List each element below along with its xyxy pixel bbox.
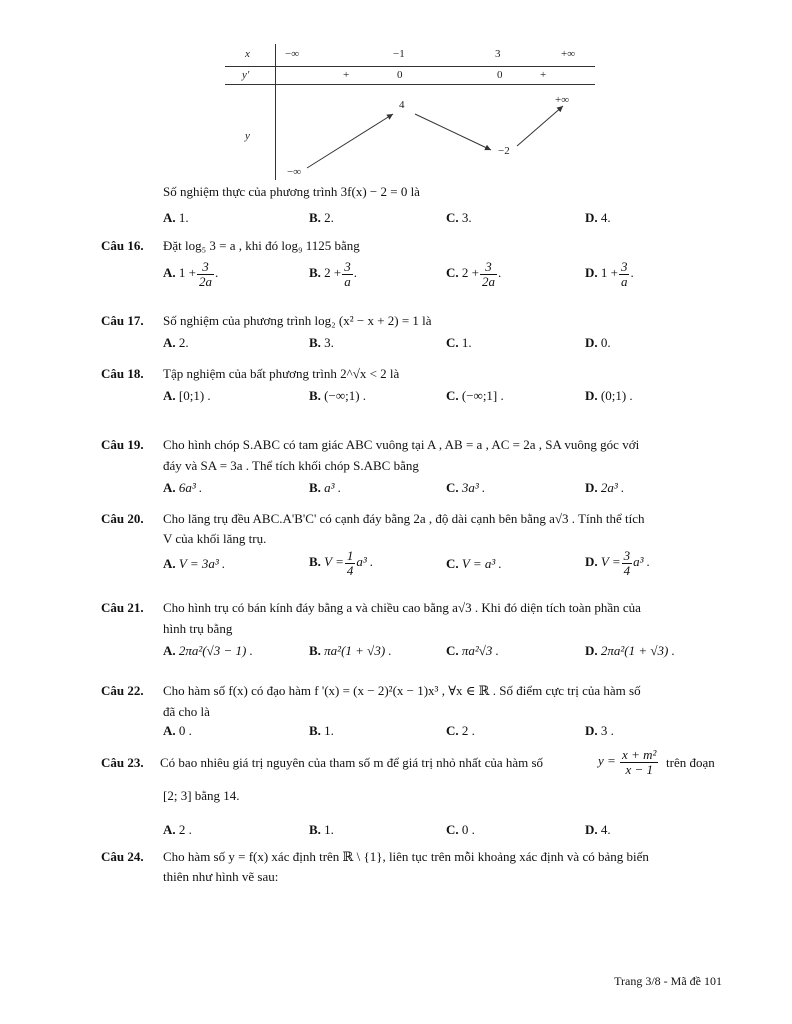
option-d[interactable]: D. 2πa²(1 + √3) .	[585, 643, 675, 658]
question-number: Câu 16.	[101, 238, 144, 253]
x-value: −∞	[285, 48, 300, 60]
yp-label: y'	[242, 69, 250, 81]
option-c[interactable]: C. 3.	[446, 210, 472, 225]
increase-arrow	[517, 106, 563, 146]
option-c[interactable]: C. πa²√3 .	[446, 643, 499, 658]
option-b[interactable]: B. 2.	[309, 210, 334, 225]
option-b[interactable]: B. πa²(1 + √3) .	[309, 643, 392, 658]
question-stem: Cho lăng trụ đều ABC.A'B'C' có cạnh đáy bằng 2a , độ dài cạnh bên bằng a√3 . Tính thể tích	[163, 511, 645, 526]
function-expression: y = $\frac{\text{x + m²}}{x - 1}$	[598, 747, 657, 777]
variation-table	[225, 44, 595, 186]
option-a[interactable]: A. 2 .	[163, 822, 192, 837]
option-d[interactable]: D. 2a³ .	[585, 480, 625, 495]
question-stem: Cho hàm số y = f(x) xác định trên ℝ \ {1}, liên tục trên mỗi khoảng xác định và có bảng biến	[163, 849, 649, 864]
question-stem: Số nghiệm thực của phương trình 3f(x) − 2 = 0 là	[163, 184, 420, 199]
yp-sign: +	[540, 69, 547, 81]
question-stem: đáy và SA = 3a . Thể tích khối chóp S.ABC bằng	[163, 458, 419, 473]
option-a[interactable]: A. 0 .	[163, 723, 192, 738]
option-a[interactable]: A. 2.	[163, 335, 189, 350]
option-c[interactable]: C. 2 + $\frac{3}{2a}$ .	[446, 259, 502, 289]
page-footer: Trang 3/8 - Mã đề 101	[614, 974, 722, 988]
option-c[interactable]: C. 3a³ .	[446, 480, 486, 495]
y-label: y	[245, 130, 250, 142]
question-stem: đã cho là	[163, 704, 210, 719]
option-c[interactable]: C. 0 .	[446, 822, 475, 837]
option-d[interactable]: D. 1 + $\frac{3}{a}$ .	[585, 259, 634, 289]
option-c[interactable]: C. 2 .	[446, 723, 475, 738]
question-number: Câu 18.	[101, 366, 144, 381]
question-stem: thiên như hình vẽ sau:	[163, 869, 279, 884]
option-c[interactable]: C. (−∞;1] .	[446, 388, 504, 403]
option-a[interactable]: A. 6a³ .	[163, 480, 203, 495]
option-b[interactable]: B. (−∞;1) .	[309, 388, 367, 403]
question-number: Câu 24.	[101, 849, 144, 864]
question-stem: Cho hình trụ có bán kính đáy bằng a và chiều cao bằng a√3 . Khi đó diện tích toàn phần của	[163, 600, 641, 615]
yp-value: 0	[497, 69, 503, 81]
y-value: +∞	[555, 94, 570, 106]
question-stem: V của khối lăng trụ.	[163, 531, 267, 546]
option-c[interactable]: C. 1.	[446, 335, 472, 350]
y-value: 4	[399, 99, 405, 111]
question-stem: hình trụ bằng	[163, 621, 233, 636]
question-number: Câu 19.	[101, 437, 144, 452]
option-b[interactable]: B. 3.	[309, 335, 334, 350]
variation-arrows	[225, 44, 595, 186]
y-value: −∞	[287, 166, 302, 178]
option-a[interactable]: A. V = 3a³ .	[163, 556, 226, 571]
increase-arrow	[307, 114, 393, 168]
question-stem: Số nghiệm của phương trình log₂ (x² − x + 2) = 1 là	[163, 313, 432, 328]
option-b[interactable]: B. 2 + $\frac{3}{a}$ .	[309, 259, 358, 289]
question-number: Câu 20.	[101, 511, 144, 526]
question-number: Câu 21.	[101, 600, 144, 615]
option-d[interactable]: D. 4.	[585, 822, 611, 837]
question-number: Câu 22.	[101, 683, 144, 698]
option-a[interactable]: A. 2πa²(√3 − 1) .	[163, 643, 253, 658]
option-b[interactable]: B. 1.	[309, 822, 334, 837]
question-stem: trên đoạn	[666, 755, 715, 770]
option-a[interactable]: A. 1.	[163, 210, 189, 225]
option-d[interactable]: D. 0.	[585, 335, 611, 350]
x-value: 3	[495, 48, 501, 60]
option-d[interactable]: D. (0;1) .	[585, 388, 633, 403]
yp-value: 0	[397, 69, 403, 81]
option-d[interactable]: D. 3 .	[585, 723, 614, 738]
question-number: Câu 17.	[101, 313, 144, 328]
option-c[interactable]: C. V = a³ .	[446, 556, 502, 571]
y-value: −2	[498, 145, 510, 157]
option-a[interactable]: A. [0;1) .	[163, 388, 211, 403]
question-stem: Cho hình chóp S.ABC có tam giác ABC vuông tại A , AB = a , AC = 2a , SA vuông góc với	[163, 437, 640, 452]
option-d[interactable]: D. V = $\frac{3}{4}$ a³ .	[585, 548, 651, 578]
x-value: −1	[393, 48, 405, 60]
x-value: +∞	[561, 48, 576, 60]
option-b[interactable]: B. V = $\frac{1}{4}$ a³ .	[309, 548, 374, 578]
yp-sign: +	[343, 69, 350, 81]
option-b[interactable]: B. 1.	[309, 723, 334, 738]
option-b[interactable]: B. a³ .	[309, 480, 342, 495]
option-d[interactable]: D. 4.	[585, 210, 611, 225]
option-a[interactable]: A. 1 + $\frac{3}{2a}$ .	[163, 259, 219, 289]
decrease-arrow	[415, 114, 491, 150]
question-number: Câu 23.	[101, 755, 144, 770]
question-stem: Có bao nhiêu giá trị nguyên của tham số m để giá trị nhỏ nhất của hàm số	[160, 755, 544, 770]
question-stem: [2; 3] bằng 14.	[163, 788, 240, 803]
question-stem: Tập nghiệm của bất phương trình 2^√x < 2 là	[163, 366, 400, 381]
question-stem: Đặt log₅ 3 = a , khi đó log₉ 1125 bằng	[163, 238, 360, 253]
x-label: x	[245, 48, 250, 60]
question-stem: Cho hàm số f(x) có đạo hàm f '(x) = (x − 2)²(x − 1)x³ , ∀x ∈ ℝ . Số điểm cực trị của hàm số	[163, 683, 641, 698]
